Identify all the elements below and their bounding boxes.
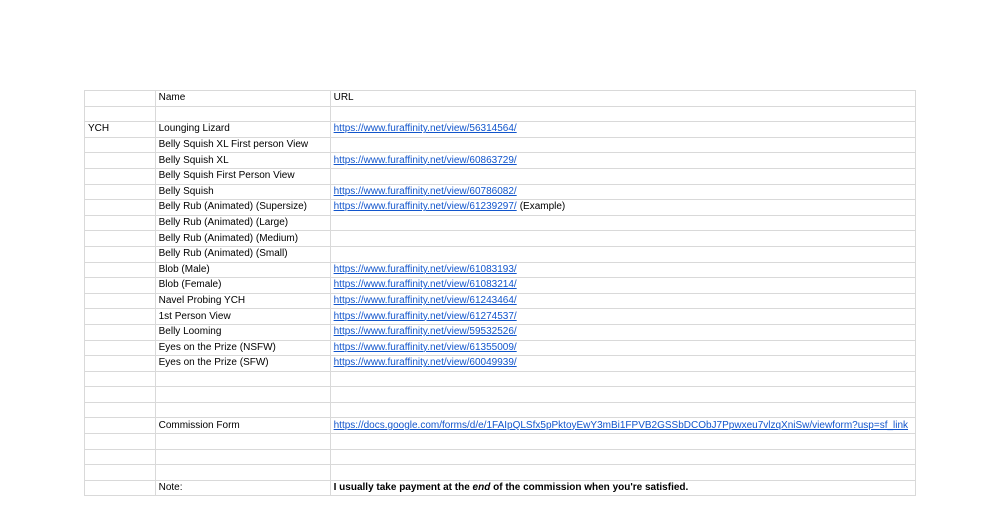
empty-cell — [85, 465, 156, 481]
item-url-cell — [330, 184, 915, 200]
item-url-link[interactable]: https://www.furaffinity.net/view/60863729/ — [333, 154, 517, 166]
item-url-note: (Example) — [519, 201, 566, 213]
empty-row — [85, 434, 916, 450]
commission-form-link[interactable]: https://docs.google.com/forms/d/e/1FAIpQLSfx5pPktoyEwY3mBi1FPVB2GSSbDCObJ7Ppwxeu7vlzqXniSw/viewform?usp=sf_link — [333, 419, 909, 431]
empty-row — [85, 387, 916, 403]
table-row — [85, 168, 916, 184]
note-text-cell — [330, 480, 915, 496]
empty-cell — [155, 465, 330, 481]
empty-row — [85, 371, 916, 387]
item-url-cell — [330, 153, 915, 169]
commission-label: Commission Form — [155, 418, 330, 434]
note-row — [85, 480, 916, 496]
spreadsheet-table — [84, 90, 916, 496]
item-url-link[interactable]: https://www.furaffinity.net/view/56314564/ — [333, 123, 517, 135]
empty-cell — [330, 434, 915, 450]
table-row — [85, 200, 916, 216]
item-name: 1st Person View — [155, 309, 330, 325]
empty-cell — [155, 402, 330, 418]
table-row — [85, 324, 916, 340]
item-url-cell — [330, 340, 915, 356]
table-row — [85, 356, 916, 372]
item-name: Belly Squish First Person View — [155, 168, 330, 184]
empty-cell — [85, 449, 156, 465]
item-url-link[interactable]: https://www.furaffinity.net/view/61274537/ — [333, 310, 517, 322]
item-name: Belly Squish — [155, 184, 330, 200]
item-url-link[interactable]: https://www.furaffinity.net/view/61355009/ — [333, 341, 517, 353]
item-name: Belly Squish XL First person View — [155, 137, 330, 153]
item-url-cell — [330, 278, 915, 294]
item-url-cell — [330, 246, 915, 262]
commission-url-cell — [330, 418, 915, 434]
header-url: URL — [330, 91, 915, 107]
empty-cell — [85, 418, 156, 434]
empty-cell — [85, 137, 156, 153]
item-url-cell — [330, 122, 915, 138]
table-row — [85, 122, 916, 138]
empty-row — [85, 106, 916, 122]
table-row — [85, 340, 916, 356]
empty-cell — [85, 200, 156, 216]
item-url-cell — [330, 356, 915, 372]
empty-cell — [155, 449, 330, 465]
table-row — [85, 184, 916, 200]
item-url-link[interactable]: https://www.furaffinity.net/view/61083214/ — [333, 279, 517, 291]
empty-cell — [85, 278, 156, 294]
table-row — [85, 278, 916, 294]
empty-cell — [85, 168, 156, 184]
header-row — [85, 91, 916, 107]
empty-cell — [85, 340, 156, 356]
empty-cell — [155, 434, 330, 450]
empty-cell — [85, 262, 156, 278]
note-text-emphasis: end — [472, 482, 491, 494]
empty-cell — [85, 246, 156, 262]
item-name: Belly Rub (Animated) (Supersize) — [155, 200, 330, 216]
empty-cell — [85, 387, 156, 403]
item-url-link[interactable]: https://www.furaffinity.net/view/61083193/ — [333, 263, 517, 275]
item-name: Eyes on the Prize (NSFW) — [155, 340, 330, 356]
empty-cell — [330, 449, 915, 465]
empty-cell — [85, 184, 156, 200]
empty-cell — [85, 215, 156, 231]
empty-cell — [85, 480, 156, 496]
table-row — [85, 153, 916, 169]
table-row — [85, 246, 916, 262]
empty-cell — [85, 324, 156, 340]
item-name: Belly Rub (Animated) (Large) — [155, 215, 330, 231]
item-url-link[interactable]: https://www.furaffinity.net/view/61239297/ — [333, 201, 517, 213]
item-url-cell — [330, 168, 915, 184]
empty-cell — [85, 106, 156, 122]
item-url-cell — [330, 324, 915, 340]
item-name: Blob (Female) — [155, 278, 330, 294]
item-url-link[interactable]: https://www.furaffinity.net/view/60049939/ — [333, 357, 517, 369]
item-name: Belly Looming — [155, 324, 330, 340]
empty-cell — [85, 293, 156, 309]
item-url-cell — [330, 137, 915, 153]
note-text-start: I usually take payment at the — [333, 482, 473, 494]
item-url-link[interactable]: https://www.furaffinity.net/view/59532526/ — [333, 326, 517, 338]
empty-row — [85, 449, 916, 465]
table-row — [85, 137, 916, 153]
table-row — [85, 231, 916, 247]
item-url-cell — [330, 309, 915, 325]
item-name: Belly Squish XL — [155, 153, 330, 169]
commission-row — [85, 418, 916, 434]
empty-cell — [85, 309, 156, 325]
empty-cell — [330, 402, 915, 418]
section-label: YCH — [85, 122, 156, 138]
empty-row — [85, 402, 916, 418]
note-label: Note: — [155, 480, 330, 496]
header-cell-a — [85, 91, 156, 107]
empty-cell — [330, 387, 915, 403]
table-row — [85, 309, 916, 325]
item-name: Lounging Lizard — [155, 122, 330, 138]
table-row — [85, 293, 916, 309]
item-url-cell — [330, 200, 915, 216]
empty-cell — [85, 434, 156, 450]
note-text-end: of the commission when you're satisfied. — [490, 482, 689, 494]
empty-cell — [330, 371, 915, 387]
item-url-link[interactable]: https://www.furaffinity.net/view/61243464/ — [333, 295, 517, 307]
item-url-cell — [330, 293, 915, 309]
empty-cell — [330, 106, 915, 122]
empty-cell — [85, 402, 156, 418]
empty-cell — [155, 106, 330, 122]
item-url-cell — [330, 262, 915, 278]
item-url-cell — [330, 231, 915, 247]
table-row — [85, 262, 916, 278]
empty-cell — [155, 371, 330, 387]
item-name: Eyes on the Prize (SFW) — [155, 356, 330, 372]
table-row — [85, 215, 916, 231]
item-url-cell — [330, 215, 915, 231]
item-name: Blob (Male) — [155, 262, 330, 278]
item-name: Navel Probing YCH — [155, 293, 330, 309]
spreadsheet-body — [85, 91, 916, 496]
header-name: Name — [155, 91, 330, 107]
empty-cell — [85, 153, 156, 169]
empty-row — [85, 465, 916, 481]
empty-cell — [85, 371, 156, 387]
empty-cell — [330, 465, 915, 481]
empty-cell — [85, 356, 156, 372]
empty-cell — [155, 387, 330, 403]
item-name: Belly Rub (Animated) (Medium) — [155, 231, 330, 247]
empty-cell — [85, 231, 156, 247]
item-name: Belly Rub (Animated) (Small) — [155, 246, 330, 262]
item-url-link[interactable]: https://www.furaffinity.net/view/60786082/ — [333, 185, 517, 197]
